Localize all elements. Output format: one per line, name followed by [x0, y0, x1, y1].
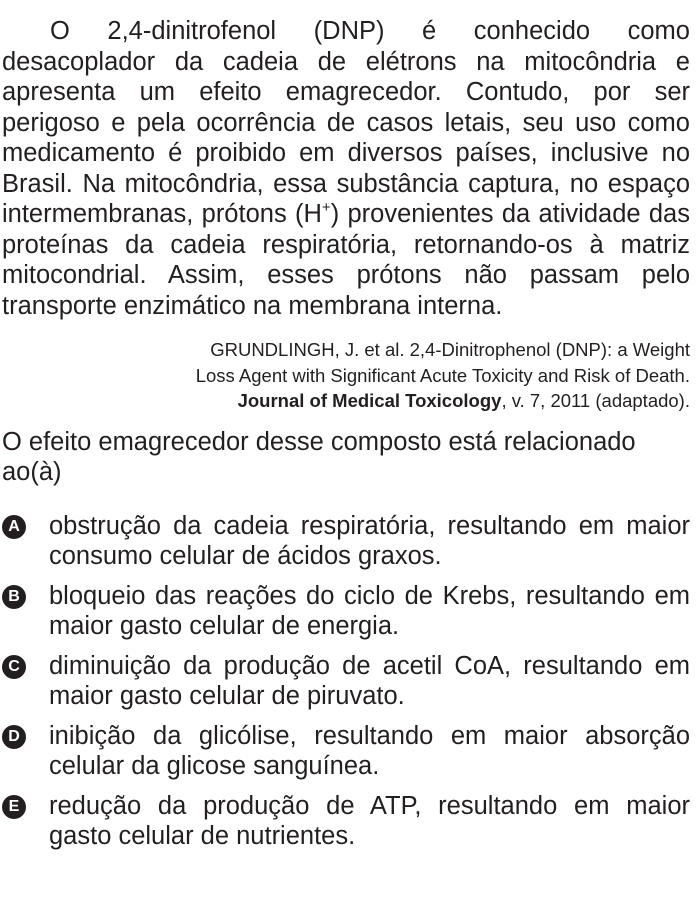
- option-b-text: bloqueio das reações do ciclo de Krebs, resultando em maior gasto celular de energia.: [49, 581, 690, 640]
- answer-options: [2, 511, 690, 852]
- citation-line-1: GRUNDLINGH, J. et al. 2,4-Dinitrophenol (DNP): a Weight: [210, 339, 690, 360]
- passage-text-end: ) provenientes da atividade das proteínas da cadeia respiratória, retornando-os à matriz mitocondrial. Assim, esses prótons não passam pelo transporte enzimático na membrana interna.: [2, 200, 690, 320]
- option-e[interactable]: [2, 791, 690, 852]
- option-a-text: obstrução da cadeia respiratória, resultando em maior consumo celular de ácidos graxos.: [49, 511, 690, 570]
- option-b-badge: B: [2, 585, 26, 609]
- option-d-badge: D: [2, 725, 26, 749]
- option-b[interactable]: [2, 581, 690, 642]
- source-citation: [2, 337, 690, 414]
- option-d[interactable]: [2, 721, 690, 782]
- citation-line-3: [2, 388, 690, 414]
- question-stem: O efeito emagrecedor desse composto está relacionado ao(à): [2, 427, 636, 486]
- hydrogen-ion-superscript: +: [321, 199, 331, 216]
- option-e-text: redução da produção de ATP, resultando em maior gasto celular de nutrientes.: [49, 791, 690, 850]
- citation-details: , v. 7, 2011 (adaptado).: [501, 390, 690, 411]
- option-a[interactable]: [2, 511, 690, 572]
- option-c-text: diminuição da produção de acetil CoA, resultando em maior gasto celular de piruvato.: [49, 651, 690, 710]
- option-c-badge: C: [2, 655, 26, 679]
- option-c[interactable]: [2, 651, 690, 712]
- passage-text-start: O 2,4-dinitrofenol (DNP) é conhecido como desacoplador da cadeia de elétrons na mitocôndria e apresenta um efeito emagrecedor. Contudo, por ser perigoso e pela ocorrência de casos letais, seu uso como medicamento é proibido em diversos países, inclusive no Brasil. Na mitocôndria, essa substância captura, no espaço intermembranas, prótons (H: [2, 17, 690, 228]
- passage-paragraph: [2, 16, 690, 321]
- option-a-badge: A: [2, 515, 26, 539]
- journal-name: Journal of Medical Toxicology: [237, 390, 502, 411]
- option-e-badge: E: [2, 795, 26, 819]
- citation-line-2: Loss Agent with Significant Acute Toxicity and Risk of Death.: [195, 364, 690, 386]
- option-d-text: inibição da glicólise, resultando em maior absorção celular da glicose sanguínea.: [49, 721, 690, 780]
